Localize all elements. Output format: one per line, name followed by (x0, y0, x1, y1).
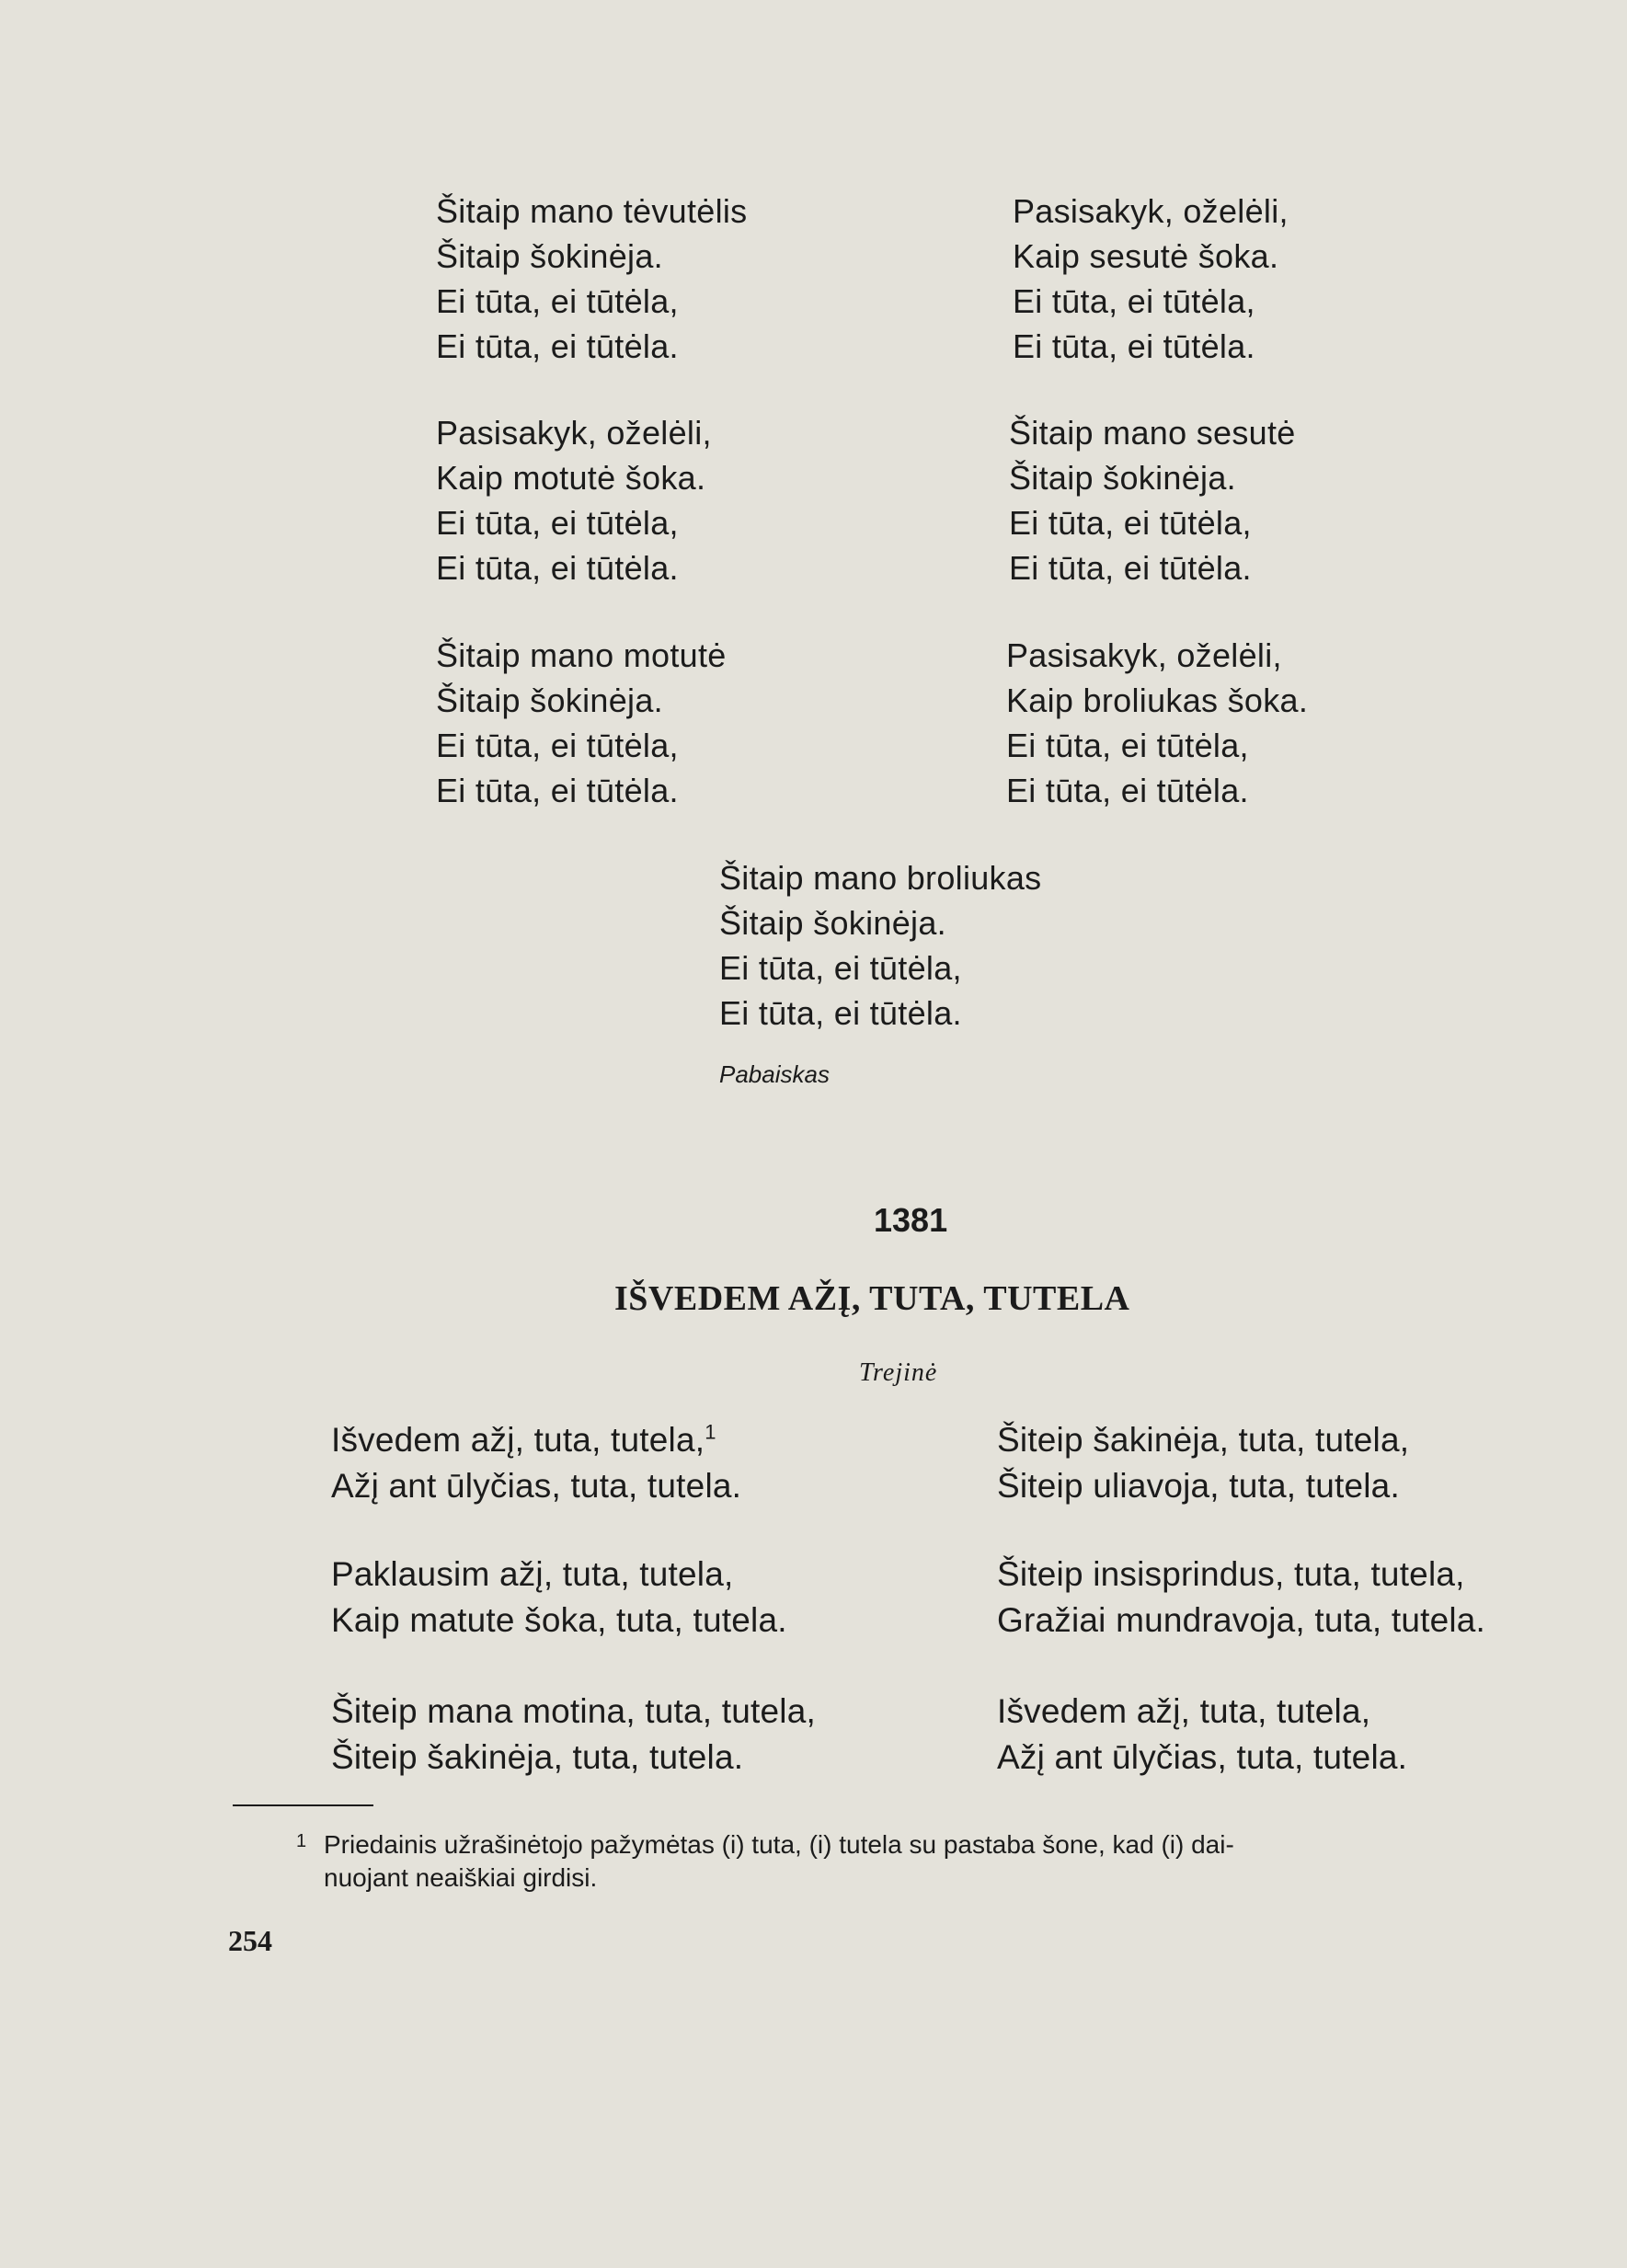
song-line: Išvedem ažį, tuta, tutela, (997, 1692, 1371, 1730)
verse-6 (1006, 633, 1308, 813)
verse-line: Ei tūta, ei tūtėla, (719, 949, 962, 987)
footnote-rule (233, 1804, 373, 1806)
song-verse-4 (997, 1417, 1409, 1509)
song-verse-5 (997, 1552, 1485, 1644)
song-line: Šiteip mana motina, tuta, tutela, (331, 1692, 816, 1730)
song-verse-1 (331, 1417, 741, 1509)
verse-line: Pasisakyk, oželėli, (1006, 636, 1282, 674)
song-verse-3 (331, 1689, 816, 1781)
song-title: IŠVEDEM AŽĮ, TUTA, TUTELA (614, 1279, 1130, 1318)
song-line: Ažį ant ūlyčias, tuta, tutela. (997, 1738, 1408, 1776)
song-line: Gražiai mundravoja, tuta, tutela. (997, 1601, 1486, 1639)
verse-line: Ei tūta, ei tūtėla, (436, 504, 679, 542)
verse-line: Kaip motutė šoka. (436, 459, 706, 497)
verse-3 (436, 633, 727, 813)
verse-line: Šitaip mano motutė (436, 636, 727, 674)
verse-1 (436, 189, 747, 369)
verse-line: Ei tūta, ei tūtėla. (436, 549, 679, 587)
place-name: Pabaiskas (719, 1060, 830, 1088)
footnote (296, 1828, 1575, 1895)
verse-line: Ei tūta, ei tūtėla, (1006, 727, 1249, 764)
verse-line: Ei tūta, ei tūtėla, (1009, 504, 1252, 542)
verse-line: Šitaip mano sesutė (1009, 414, 1296, 452)
verse-line: Ei tūta, ei tūtėla, (436, 727, 679, 764)
verse-line: Ei tūta, ei tūtėla. (1013, 327, 1255, 365)
footnote-line: Priedainis užrašinėtojo pažymėtas (i) tuta, (i) tutela su pastaba šone, kad (i) dai- (324, 1830, 1234, 1859)
verse-2 (436, 410, 712, 590)
verse-line: Pasisakyk, oželėli, (1013, 192, 1289, 230)
song-line: Šiteip uliavoja, tuta, tutela. (997, 1467, 1400, 1505)
verse-line: Ei tūta, ei tūtėla, (1013, 282, 1255, 320)
song-line: Kaip matute šoka, tuta, tutela. (331, 1601, 787, 1639)
verse-line: Pasisakyk, oželėli, (436, 414, 712, 452)
song-line: Šiteip insisprindus, tuta, tutela, (997, 1555, 1465, 1593)
verse-line: Šitaip šokinėja. (436, 237, 663, 275)
verse-line: Ei tūta, ei tūtėla. (1009, 549, 1252, 587)
song-line: Ažį ant ūlyčias, tuta, tutela. (331, 1467, 742, 1505)
verse-line: Šitaip šokinėja. (436, 682, 663, 719)
verse-line: Kaip sesutė šoka. (1013, 237, 1279, 275)
verse-line: Kaip broliukas šoka. (1006, 682, 1309, 719)
verse-4 (1013, 189, 1289, 369)
song-line: Šiteip šakinėja, tuta, tutela. (331, 1738, 744, 1776)
song-verse-2 (331, 1552, 787, 1644)
verse-line: Ei tūta, ei tūtėla. (719, 994, 962, 1032)
verse-line: Ei tūta, ei tūtėla. (1006, 772, 1249, 809)
verse-line: Šitaip šokinėja. (719, 904, 946, 942)
song-line: Išvedem ažį, tuta, tutela,$^1$ (331, 1420, 716, 1459)
verse-line: Ei tūta, ei tūtėla. (436, 327, 679, 365)
song-number: 1381 (874, 1201, 948, 1239)
page-number: 254 (228, 1924, 272, 1957)
footnote-marker: 1 (296, 1831, 307, 1851)
song-line: Šiteip šakinėja, tuta, tutela, (997, 1421, 1410, 1459)
verse-5 (1009, 410, 1296, 590)
footnote-line: nuojant neaiškiai girdisi. (324, 1863, 598, 1892)
verse-line: Ei tūta, ei tūtėla. (436, 772, 679, 809)
verse-line: Šitaip mano broliukas (719, 859, 1042, 897)
verse-7 (719, 855, 1041, 1036)
verse-line: Šitaip šokinėja. (1009, 459, 1236, 497)
verse-line: Ei tūta, ei tūtėla, (436, 282, 679, 320)
song-verse-6 (997, 1689, 1407, 1781)
song-subtitle: Trejinė (859, 1358, 938, 1387)
footnote-ref: 1 (705, 1420, 716, 1444)
song-line: Paklausim ažį, tuta, tutela, (331, 1555, 734, 1593)
verse-line: Šitaip mano tėvutėlis (436, 192, 748, 230)
